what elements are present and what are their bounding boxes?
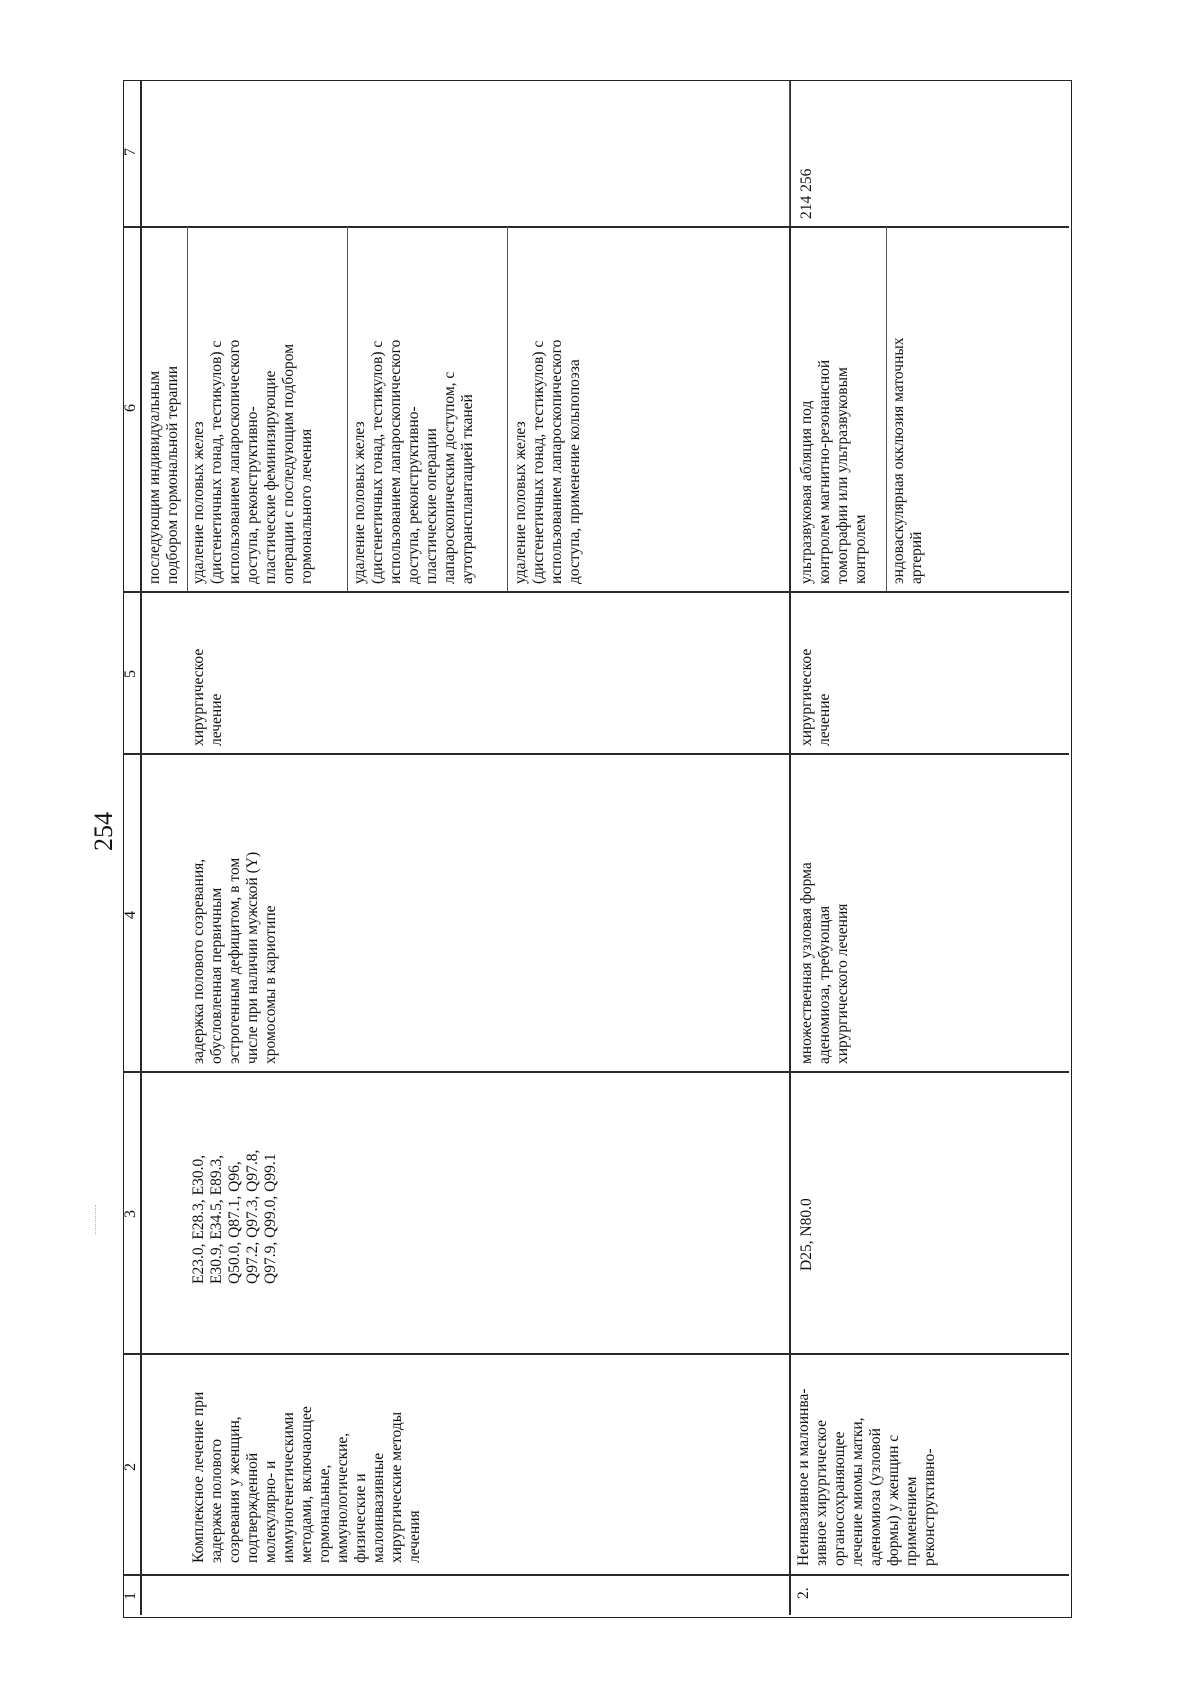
row2-col6-method-1: ультразвуковая абляция под контролем магнитно-резонансной томографии или ультразвуковым контролем (798, 359, 869, 584)
row1-col6-method-3: удаление половых желез (дисгенетичных гонад, тестикулов) с использованием лапароскопического доступа, применение кольпопоэза (512, 339, 583, 584)
col-sep-6-7 (124, 226, 1069, 228)
services-table (123, 80, 1072, 1618)
col6-sub-sep-b (347, 226, 348, 591)
row2-col4-text: множественная узловая форма аденомиоза, требующая хирургического лечения (798, 862, 851, 1064)
row-divider (789, 81, 791, 1615)
row2-col5-text: хирургическое лечение (798, 648, 833, 746)
header-divider (140, 81, 142, 1615)
row1-col6-method-2: удаление половых желез (дисгенетичных гонад, тестикулов) с использованием лапароскопического доступа, реконструктивно- пластические операции лапароскопическим доступом, с аутотрансплантацией тканей (351, 339, 476, 584)
col-sep-3-4 (124, 1071, 1069, 1073)
row2-col3-codes: D25, N80.0 (798, 1198, 815, 1271)
page-number: 254 (89, 812, 118, 851)
col6-sub-sep-d (886, 226, 887, 591)
col7-sep (789, 81, 790, 226)
col-sep-1-2 (124, 1574, 1069, 1576)
col6-sub-sep-a (187, 226, 188, 591)
row1-col2-text: Комплексное лечение при задержке полового созревания у женщин, подтвержденной молекулярно- и иммуногенетическими методами, включающее гормональные, иммунологические, физические и малоинвазивные хирургические методы лечения (190, 1391, 423, 1563)
scan-speck (95, 1205, 102, 1235)
row2-col1-number: 2. (795, 1587, 812, 1599)
col-sep-2-3 (124, 1353, 1069, 1355)
row1-col4-text: задержка полового созревания, обусловленная первичным эстрогенным дефицитом, в том числе при наличии мужской (Y) хромосомы в кариотипе (190, 851, 279, 1064)
col-sep-5-6 (124, 591, 1069, 593)
row2-col2-text: Неинвазивное и малоинва- зивное хирургическое органосохраняющее лечение миомы матки, аденомиоза (узловой формы) у женщин с применением реконструктивно- (795, 1388, 938, 1566)
header-col-5: 5 (122, 670, 139, 678)
row1-col6-continued: последующим индивидуальным подбором гормональной терапии (146, 365, 181, 584)
row1-col3-codes: E23.0, E28.3, E30.0, E30.9, E34.5, E89.3, Q50.0, Q87.1, Q96, Q97.2, Q97.3, Q97.8, Q97.9, Q99.0, Q99.1 (190, 1149, 279, 1284)
header-col-2: 2 (122, 1463, 139, 1471)
row1-col6-method-1: удаление половых желез (дисгенетичных гонад, тестикулов) с использованием лапароскопического доступа, реконструктивно- пластические феминизирующие операции с последующим подбором гормонального лечения (190, 339, 315, 584)
header-col-4: 4 (122, 911, 139, 919)
header-col-1: 1 (122, 1592, 139, 1600)
row2-col7-price: 214 256 (798, 168, 815, 219)
header-col-6: 6 (122, 404, 139, 412)
row1-col5-text: хирургическое лечение (190, 648, 225, 746)
header-col-7: 7 (122, 148, 139, 156)
header-col-3: 3 (122, 1210, 139, 1218)
col6-sub-sep-c (507, 226, 508, 591)
row2-col6-method-2: эндоваскулярная окклюзия маточных артерий (890, 337, 925, 584)
col-sep-4-5 (124, 753, 1069, 755)
